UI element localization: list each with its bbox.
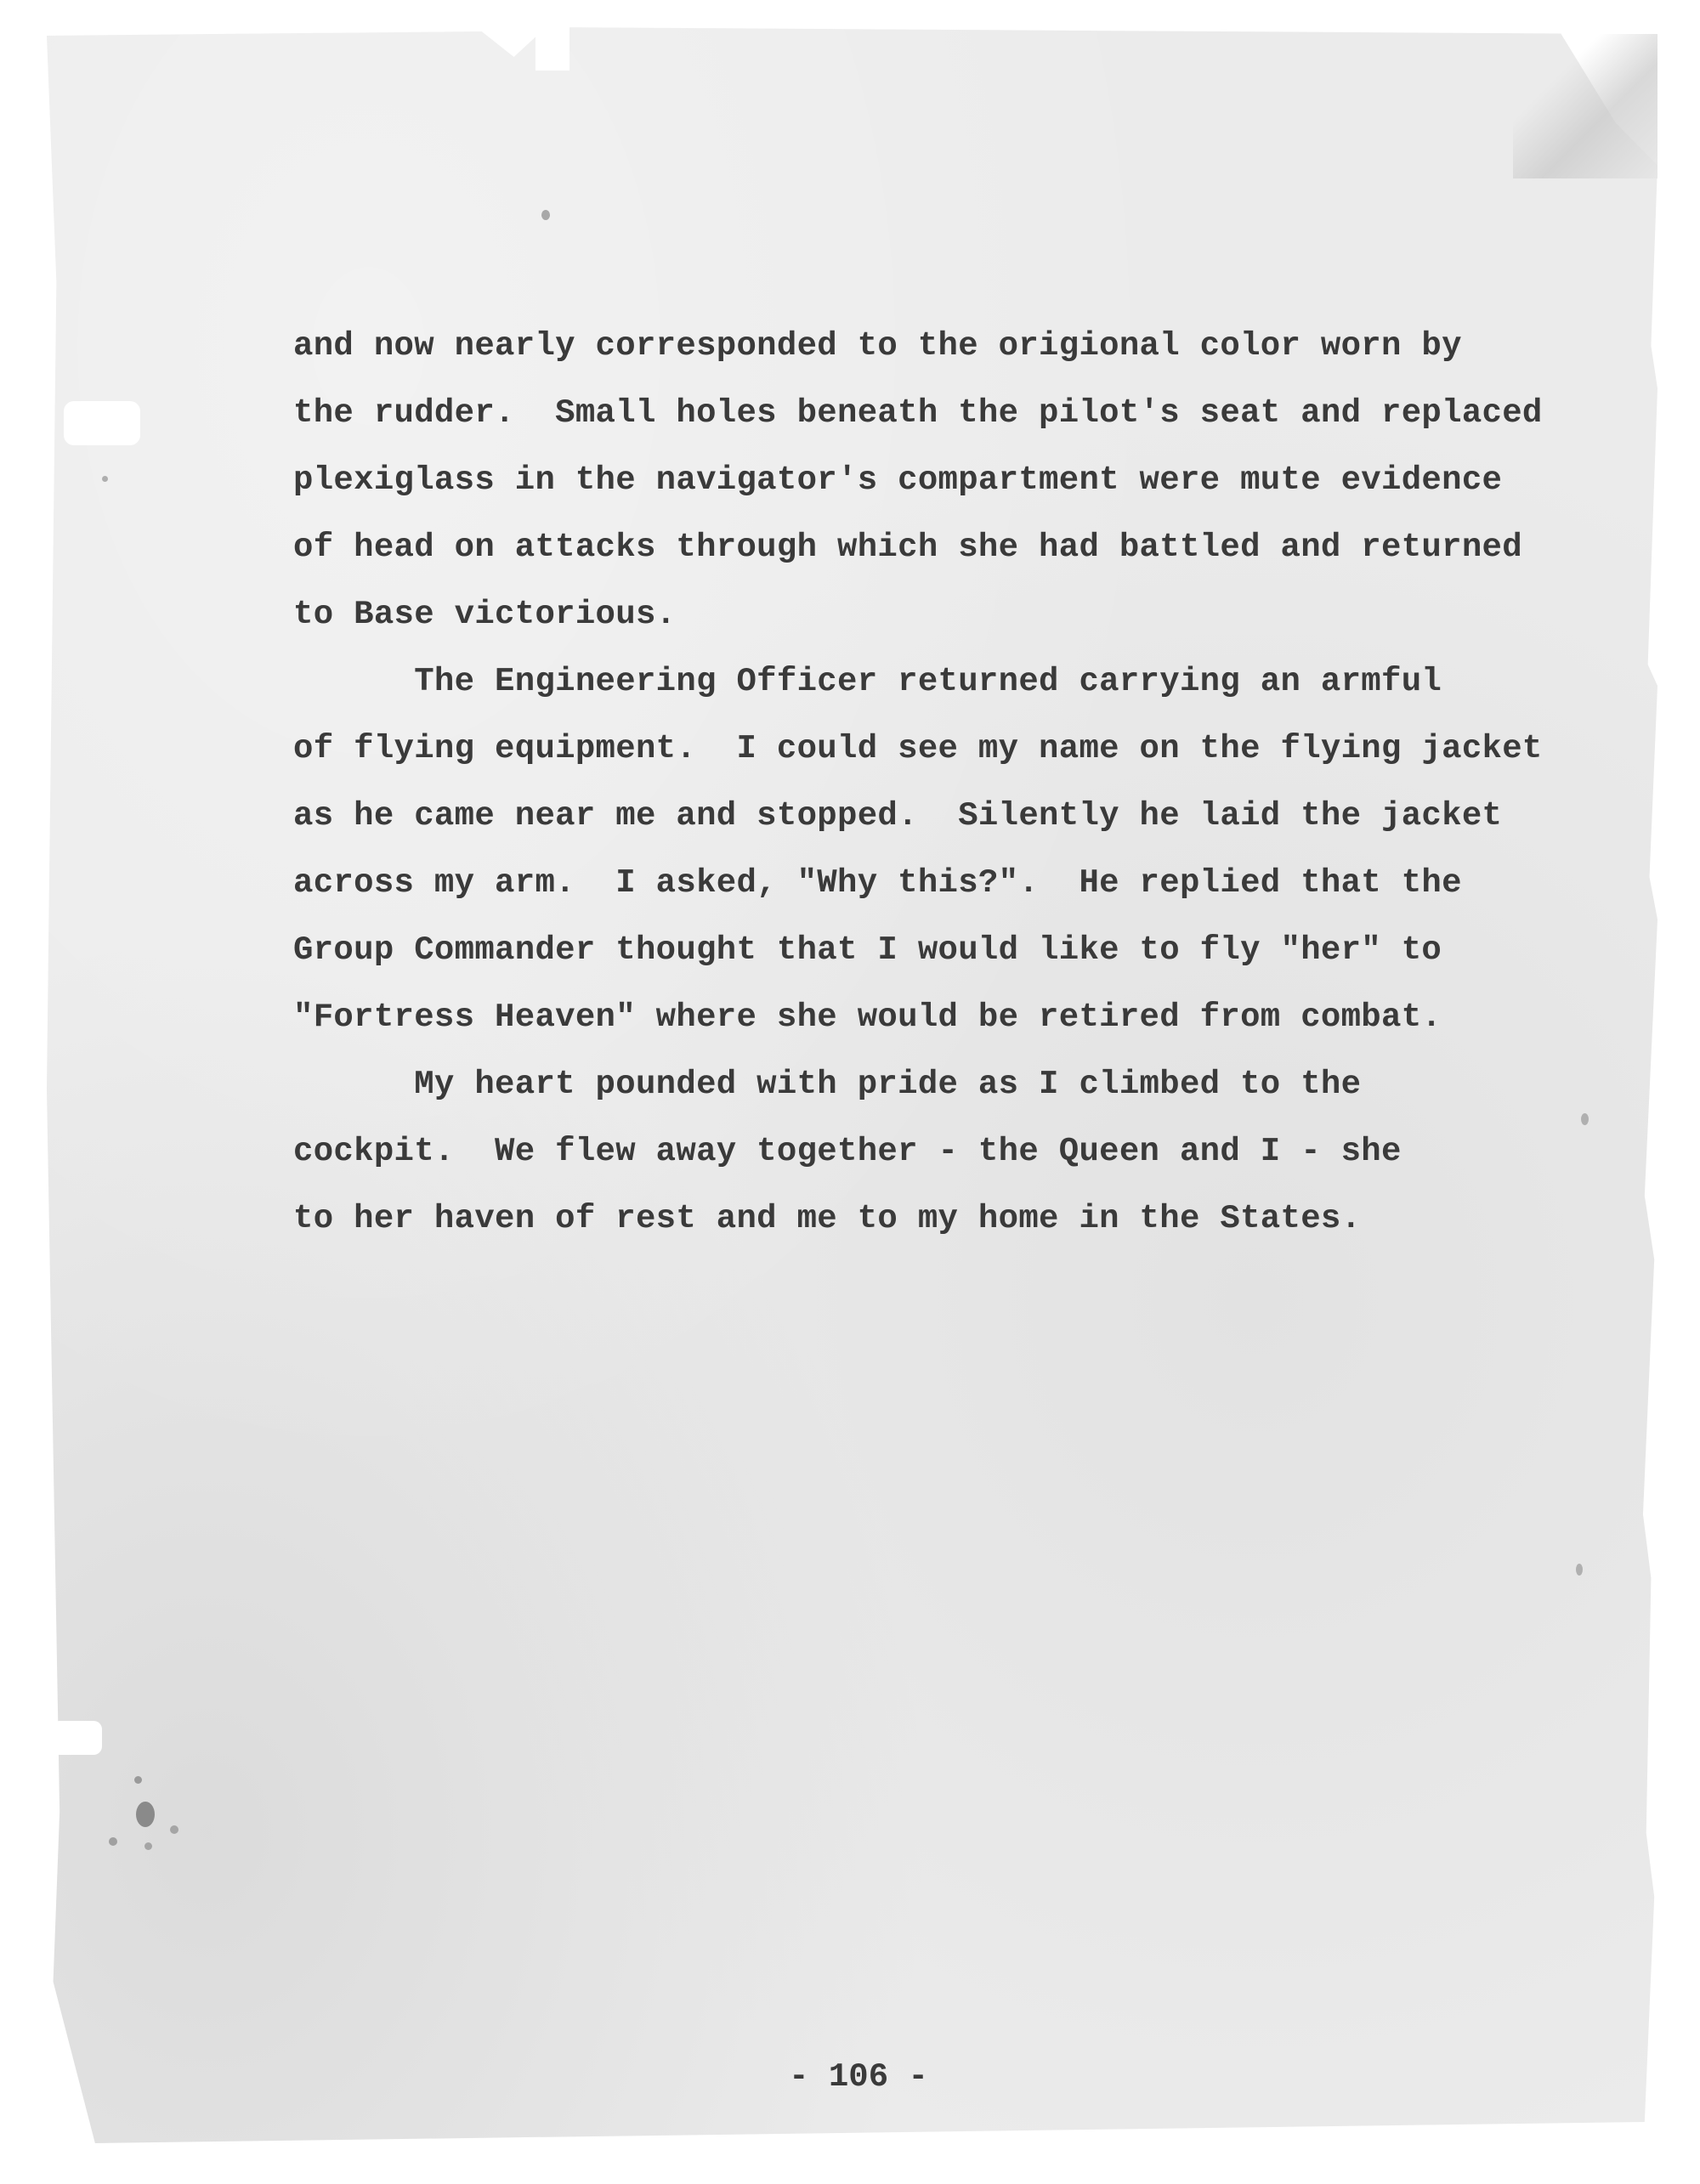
folded-corner (1513, 34, 1658, 178)
ink-spot (144, 1842, 152, 1850)
torn-edge-mark (51, 1721, 102, 1755)
text-line: "Fortress Heaven" where she would be retired from combat. (293, 999, 1442, 1036)
text-line: of flying equipment. I could see my name on the flying jacket (293, 730, 1543, 767)
text-line: Group Commander thought that I would like to fly "her" to (293, 931, 1442, 969)
text-line: to her haven of rest and me to my home in the States. (293, 1200, 1362, 1237)
text-line: My heart pounded with pride as I climbed to the (293, 1066, 1362, 1103)
ink-spot (102, 476, 108, 482)
text-line: plexiglass in the navigator's compartment were mute evidence (293, 461, 1503, 499)
page-number: - 106 - (789, 2058, 928, 2096)
text-line: the rudder. Small holes beneath the pilot's seat and replaced (293, 394, 1543, 432)
text-line: to Base victorious. (293, 596, 677, 633)
text-line: across my arm. I asked, "Why this?". He replied that the (293, 864, 1462, 902)
text-line: of head on attacks through which she had battled and returned (293, 529, 1522, 566)
ink-spot (134, 1776, 142, 1784)
ink-spot (541, 210, 550, 220)
torn-edge-mark (536, 24, 570, 71)
text-line: cockpit. We flew away together - the Queen and I - she (293, 1133, 1402, 1170)
typed-text-body (293, 313, 1568, 1253)
ink-spot (1581, 1113, 1589, 1125)
ink-spot (136, 1802, 155, 1827)
ink-spot (109, 1837, 117, 1846)
text-line: as he came near me and stopped. Silently he laid the jacket (293, 797, 1503, 835)
text-line: The Engineering Officer returned carrying an armful (293, 663, 1442, 700)
ink-spot (1576, 1564, 1583, 1576)
torn-edge-mark (64, 401, 140, 445)
ink-spot (170, 1825, 178, 1834)
text-line: and now nearly corresponded to the origional color worn by (293, 327, 1462, 365)
